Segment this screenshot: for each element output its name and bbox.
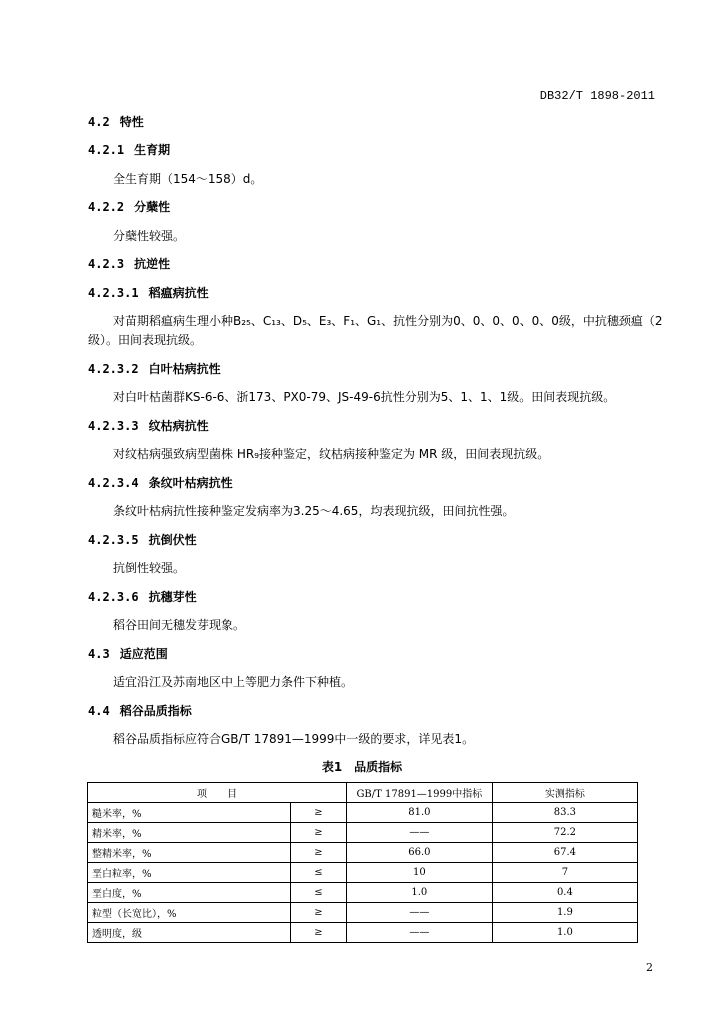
table-row (88, 823, 638, 843)
cell-standard: —— (346, 903, 492, 923)
cell-standard: 10 (346, 863, 492, 883)
header-measured: 实测指标 (492, 783, 637, 803)
table-row (88, 863, 638, 883)
table-row (88, 803, 638, 823)
standard-code: DB32/T 1898-2011 (539, 89, 655, 103)
paragraph: 适宜沿江及苏南地区中上等肥力条件下种植。 (113, 675, 354, 689)
cell-item: 糙米率，% (88, 803, 291, 823)
paragraph: 条纹叶枯病抗性接种鉴定发病率为3.25～4.65，均表现抗级，田间抗性强。 (113, 504, 515, 518)
cell-standard: 66.0 (346, 843, 492, 863)
paragraph: 分蘖性较强。 (113, 229, 186, 243)
cell-measured: 1.9 (492, 903, 637, 923)
header-item: 项 目 (88, 783, 347, 803)
heading-4-2-1: 4.2.1 生育期 (88, 143, 171, 157)
heading-4-2-3-5: 4.2.3.5 抗倒伏性 (88, 533, 197, 547)
cell-item: 透明度，级 (88, 923, 291, 943)
cell-standard: 81.0 (346, 803, 492, 823)
cell-item: 垩白粒率，% (88, 863, 291, 883)
paragraph: 全生育期（154～158）d。 (113, 172, 263, 186)
heading-4-4: 4.4 稻谷品质指标 (88, 704, 192, 718)
cell-standard: —— (346, 923, 492, 943)
paragraph: 稻谷品质指标应符合GB/T 17891—1999中一级的要求，详见表1。 (113, 732, 475, 746)
heading-4-3: 4.3 适应范围 (88, 647, 168, 661)
header-standard: GB/T 17891—1999中指标 (346, 783, 492, 803)
heading-4-2-3-3: 4.2.3.3 纹枯病抗性 (88, 419, 209, 433)
table-row (88, 843, 638, 863)
cell-item: 整精米率，% (88, 843, 291, 863)
table-row (88, 923, 638, 943)
cell-measured: 0.4 (492, 883, 637, 903)
heading-4-2-3: 4.2.3 抗逆性 (88, 257, 171, 271)
heading-4-2-3-6: 4.2.3.6 抗穗芽性 (88, 590, 197, 604)
heading-4-2: 4.2 特性 (88, 115, 144, 129)
cell-symbol: ≤ (290, 863, 346, 883)
cell-symbol: ≤ (290, 883, 346, 903)
heading-4-2-3-2: 4.2.3.2 白叶枯病抗性 (88, 362, 221, 376)
paragraph: 稻谷田间无穗发芽现象。 (113, 618, 246, 632)
cell-measured: 83.3 (492, 803, 637, 823)
paragraph-continuation: 级）。田间表现抗级。 (88, 333, 203, 347)
table-row (88, 883, 638, 903)
table-header-row (88, 783, 638, 803)
paragraph: 抗倒性较强。 (113, 561, 186, 575)
quality-table (87, 782, 638, 943)
cell-symbol: ≥ (290, 823, 346, 843)
table-row (88, 903, 638, 923)
cell-symbol: ≥ (290, 923, 346, 943)
cell-item: 垩白度，% (88, 883, 291, 903)
cell-standard: —— (346, 823, 492, 843)
cell-measured: 72.2 (492, 823, 637, 843)
heading-4-2-3-1: 4.2.3.1 稻瘟病抗性 (88, 286, 209, 300)
cell-symbol: ≥ (290, 803, 346, 823)
cell-measured: 1.0 (492, 923, 637, 943)
cell-symbol: ≥ (290, 903, 346, 923)
heading-4-2-3-4: 4.2.3.4 条纹叶枯病抗性 (88, 476, 233, 490)
cell-measured: 7 (492, 863, 637, 883)
cell-item: 精米率，% (88, 823, 291, 843)
paragraph: 对纹枯病强致病型菌株 HR₉接种鉴定，纹枯病接种鉴定为 MR 级，田间表现抗级。 (113, 447, 550, 461)
table-caption: 表1 品质指标 (321, 760, 403, 774)
cell-standard: 1.0 (346, 883, 492, 903)
paragraph: 对苗期稻瘟病生理小种B₂₅、C₁₃、D₅、E₃、F₁、G₁、抗性分别为0、0、0、0、0、0级，中抗穗颈瘟（2 (113, 314, 663, 328)
heading-4-2-2: 4.2.2 分蘖性 (88, 200, 171, 214)
paragraph: 对白叶枯菌群KS-6-6、浙173、PX0-79、JS-49-6抗性分别为5、1、1、1级。田间表现抗级。 (113, 390, 616, 404)
cell-symbol: ≥ (290, 843, 346, 863)
page-number: 2 (646, 961, 653, 974)
cell-item: 粒型（长宽比），% (88, 903, 291, 923)
cell-measured: 67.4 (492, 843, 637, 863)
